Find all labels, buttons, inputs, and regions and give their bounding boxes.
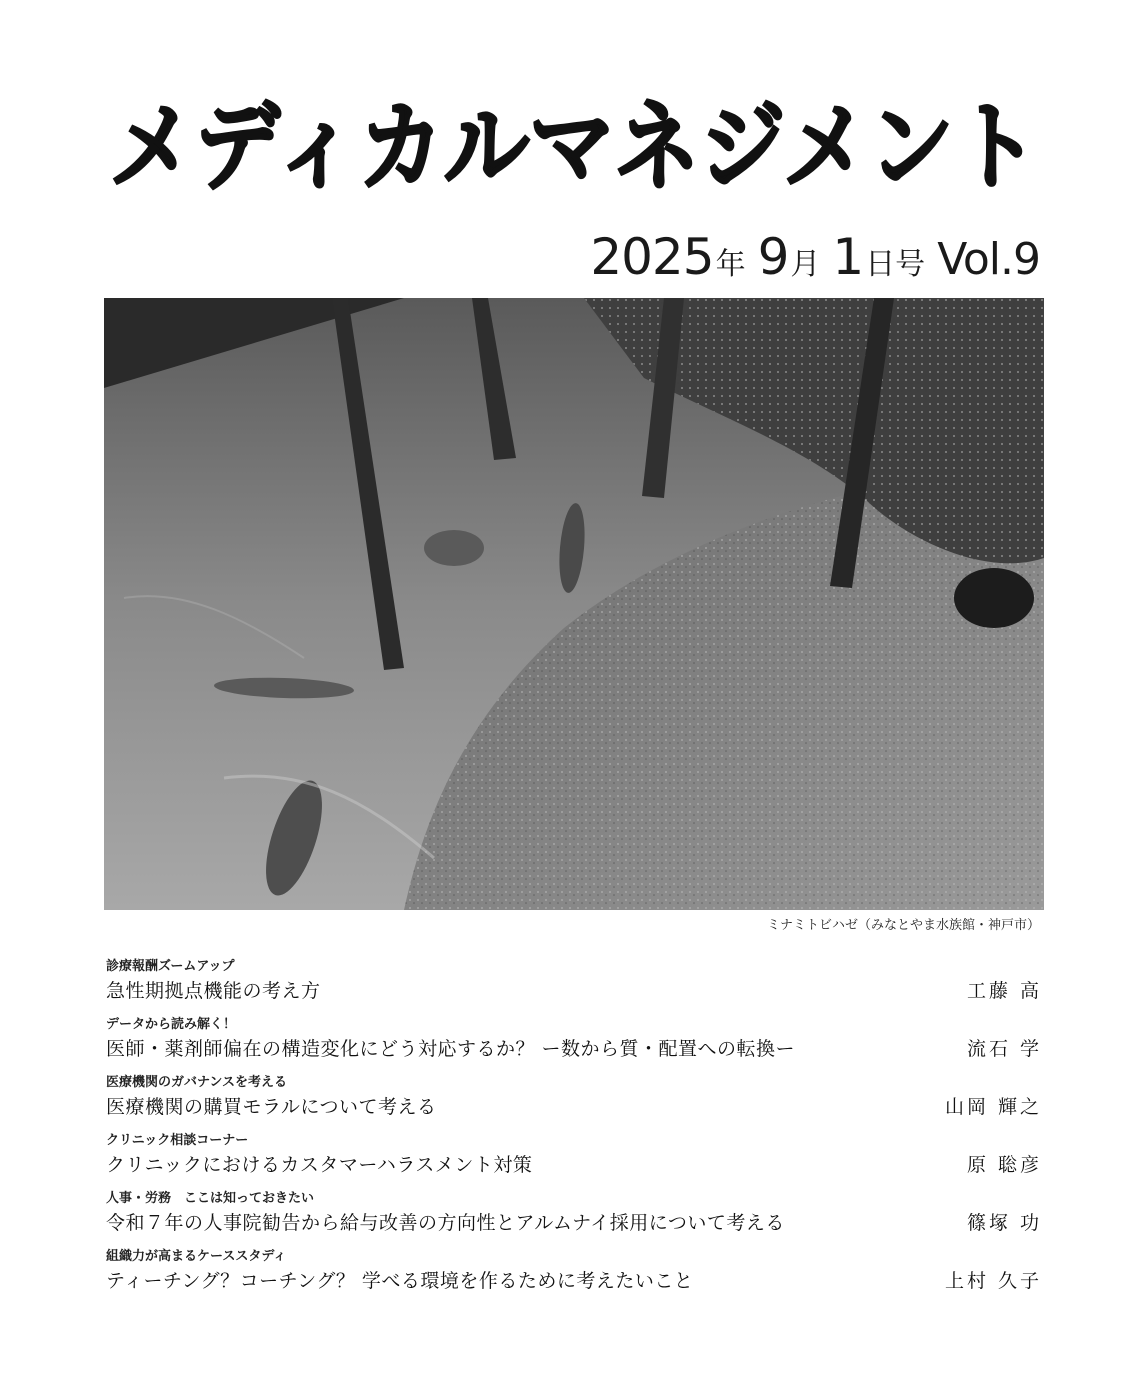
toc-entry[interactable] — [106, 958, 1042, 1016]
photo-caption: ミナミトビハゼ（みなとやま水族館・神戸市） — [766, 918, 1040, 933]
toc-entry[interactable] — [106, 1190, 1042, 1248]
masthead-logo — [104, 88, 1044, 203]
table-of-contents — [106, 958, 1042, 1306]
toc-author: 上村 久子 — [944, 1270, 1042, 1292]
masthead — [104, 88, 1044, 203]
toc-kicker: 医療機関のガバナンスを考える — [106, 1075, 287, 1090]
toc-author: 原 聡彦 — [966, 1154, 1042, 1176]
toc-author: 篠塚 功 — [966, 1212, 1042, 1234]
toc-entry[interactable] — [106, 1248, 1042, 1306]
toc-author: 流石 学 — [966, 1038, 1042, 1060]
issue-day: 1 — [832, 228, 864, 286]
toc-title: クリニックにおけるカスタマーハラスメント対策 — [106, 1154, 533, 1176]
toc-title: 医療機関の購買モラルについて考える — [106, 1096, 437, 1118]
issue-day-unit: 日号 — [865, 247, 926, 282]
toc-kicker: 人事・労務 ここは知っておきたい — [106, 1191, 315, 1206]
toc-title: 令和７年の人事院勧告から給与改善の方向性とアルムナイ採用について考える — [106, 1212, 785, 1234]
toc-author: 工藤 高 — [966, 980, 1042, 1002]
toc-title: 急性期拠点機能の考え方 — [106, 980, 321, 1002]
issue-year: 2025 — [590, 228, 714, 286]
issue-date — [480, 228, 1040, 298]
toc-kicker: クリニック相談コーナー — [106, 1133, 249, 1148]
toc-kicker: 組織力が高まるケーススタディ — [106, 1249, 287, 1264]
toc-entry[interactable] — [106, 1016, 1042, 1074]
toc-kicker: データから読み解く！ — [106, 1017, 237, 1032]
toc-author: 山岡 輝之 — [944, 1096, 1042, 1118]
cover-photo-illustration — [104, 298, 1044, 910]
toc-kicker: 診療報酬ズームアップ — [106, 959, 235, 974]
toc-entry[interactable] — [106, 1132, 1042, 1190]
toc-title: 医師・薬剤師偏在の構造変化にどう対応するか？ ー数から質・配置への転換ー — [106, 1038, 796, 1060]
issue-volume: Vol.9 — [937, 234, 1040, 285]
masthead-title: メディカルマネジメント — [109, 91, 1039, 203]
toc-entry[interactable] — [106, 1074, 1042, 1132]
toc-title: ティーチング？コーチング？ 学べる環境を作るために考えたいこと — [106, 1270, 694, 1292]
cover-photo — [104, 298, 1044, 910]
issue-year-unit: 年 — [715, 247, 746, 282]
issue-month: 9 — [757, 228, 789, 286]
issue-month-unit: 月 — [790, 247, 821, 282]
